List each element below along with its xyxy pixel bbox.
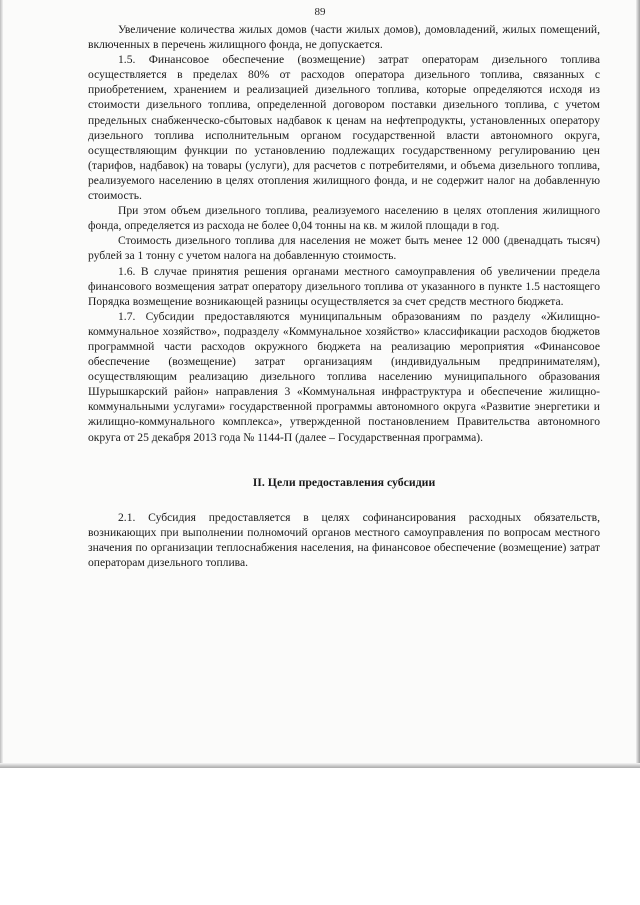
scan-left-edge [0, 0, 3, 768]
section-heading: II. Цели предоставления субсидии [252, 474, 436, 489]
paragraph-fuel-cost: Стоимость дизельного топлива для населения не может быть менее 12 000 (двенадцать тысяч) рублей за 1 тонну с учетом налога на добавленную стоимость. [88, 234, 600, 263]
page-number: 89 [314, 6, 326, 18]
scan-bottom-edge [0, 763, 640, 768]
paragraph-housing-increase: Увеличение количества жилых домов (части жилых домов), домовладений, жилых помещений, включенных в перечень жилищного фонда, не допускается. [88, 23, 600, 52]
paragraph-1-5: 1.5. Финансовое обеспечение (возмещение) затрат операторам дизельного топлива осуществляется в пределах 80% от расходов оператора дизельного топлива, связанных с приобретением, хранением и реализацией дизельного топлива, которые определяются исходя из стоимости дизельного топлива, определенной договором поставки дизельного топлива, с учетом предельных снабженческо-сбытовых надбавок к ценам на нефтепродукты, установленных оператору дизельного топлива исполнительным органом государственной власти автономного округа, осуществляющим функции по установлению подлежащих государственному регулированию цен (тарифов, надбавок) на товары (услуги), для расчетов с потребителями, и объема дизельного топлива, реализуемого населению в целях отопления жилищного фонда, и не содержит налог на добавленную стоимость. [88, 53, 600, 203]
paragraph-2-1: 2.1. Субсидия предоставляется в целях софинансирования расходных обязательств, возникающих при выполнении полномочий органов местного самоуправления по вопросам местного значения по организации теплоснабжения населения, на финансовое обеспечение (возмещение) затрат операторам дизельного топлива. [88, 510, 600, 569]
paragraph-1-7: 1.7. Субсидии предоставляются муниципальным образованиям по разделу «Жилищно-коммунальное хозяйство», подразделу «Коммунальное хозяйство» классификации расходов бюджетов программной части расходов окружного бюджета на реализацию мероприятия «Финансовое обеспечение (возмещение) затрат организациям (индивидуальным предпринимателям), осуществляющим реализацию дизельного топлива населению муниципального образования Шурышкарский район» направления 3 «Коммунальная инфраструктура и обеспечение жилищно-коммунальными услугами» государственной программы автономного округа «Развитие энергетики и жилищно-коммунального комплекса», утвержденной постановлением Правительства автономного округа от 25 декабря 2013 года № 1144-П (далее – Государственная программа). [88, 309, 600, 444]
paragraph-fuel-volume: При этом объем дизельного топлива, реализуемого населению в целях отопления жилищного фонда, определяется из расхода не более 0,04 тонны на кв. м жилой площади в год. [88, 204, 600, 233]
paragraph-1-6: 1.6. В случае принятия решения органами местного самоуправления об увеличении предела финансового возмещения затрат оператору дизельного топлива от указанного в пункте 1.5 настоящего Порядка возмещение возникающей разницы осуществляется за счет средств местного бюджета. [88, 264, 600, 308]
document-body [88, 22, 600, 570]
scan-right-edge [636, 0, 640, 768]
